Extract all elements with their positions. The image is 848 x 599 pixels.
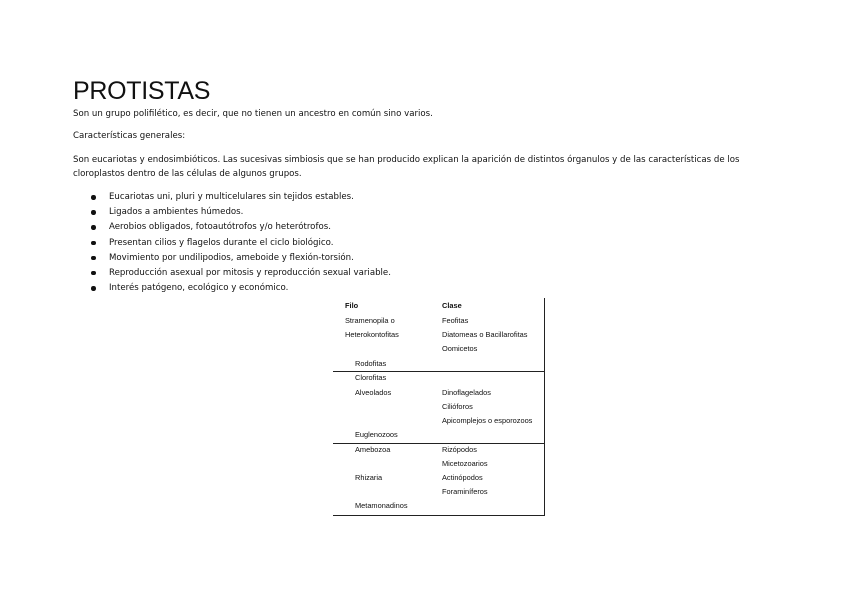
filo-cell: Stramenopila o bbox=[345, 316, 395, 325]
list-item-text: Aerobios obligados, fotoautótrofos y/o heterótrofos. bbox=[109, 222, 331, 233]
page-title: PROTISTAS bbox=[73, 77, 211, 105]
filo-cell: Rhizaria bbox=[355, 473, 383, 482]
bullet-icon bbox=[91, 271, 96, 276]
clase-cell: Oomicetos bbox=[442, 344, 478, 353]
clase-cell: Actinópodos bbox=[442, 473, 483, 482]
bullet-icon bbox=[91, 210, 96, 215]
list-item bbox=[90, 190, 391, 205]
description-paragraph: Son eucariotas y endosimbióticos. Las sucesivas simbiosis que se han producido explican la aparición de distintos órganulos y de las características de los cloroplastos dentro de las células de algunos grupos. bbox=[73, 155, 740, 179]
filo-cell: Clorofitas bbox=[355, 373, 387, 382]
table-divider bbox=[333, 443, 545, 444]
clase-cell: Micetozoarios bbox=[442, 459, 488, 468]
clase-cell: Apicomplejos o esporozoos bbox=[442, 416, 533, 425]
list-item-text: Interés patógeno, ecológico y económico. bbox=[109, 283, 289, 294]
list-item-text: Reproducción asexual por mitosis y reproducción sexual variable. bbox=[109, 267, 391, 278]
list-item-text: Presentan cilios y flagelos durante el ciclo biológico. bbox=[109, 237, 334, 248]
bullet-icon bbox=[91, 286, 96, 291]
filo-cell: Metamonadinos bbox=[355, 501, 408, 510]
bullet-icon bbox=[91, 195, 96, 200]
filo-cell: Heterokontofitas bbox=[345, 330, 399, 339]
clase-cell: Rizópodos bbox=[442, 445, 477, 454]
list-item bbox=[90, 266, 391, 281]
list-item-text: Ligados a ambientes húmedos. bbox=[109, 207, 244, 218]
list-item-text: Eucariotas uni, pluri y multicelulares sin tejidos estables. bbox=[109, 192, 354, 202]
table-divider bbox=[333, 515, 545, 516]
list-item bbox=[90, 205, 391, 220]
list-item bbox=[90, 236, 391, 251]
list-item bbox=[90, 281, 391, 296]
list-item bbox=[90, 220, 391, 235]
list-item bbox=[90, 251, 391, 266]
taxonomy-table bbox=[333, 298, 545, 516]
section-heading: Características generales: bbox=[73, 131, 186, 141]
table-border-right bbox=[544, 298, 545, 516]
clase-cell: Diatomeas o Bacillarofitas bbox=[442, 330, 528, 339]
clase-cell: Dinoflagelados bbox=[442, 388, 491, 397]
table-divider bbox=[333, 371, 545, 372]
characteristics-list bbox=[90, 190, 391, 296]
filo-cell: Alveolados bbox=[355, 388, 392, 397]
column-header-clase: Clase bbox=[442, 301, 462, 310]
clase-cell: Foraminíferos bbox=[442, 487, 488, 496]
filo-cell: Rodofitas bbox=[355, 359, 387, 368]
filo-cell: Euglenozoos bbox=[355, 430, 398, 439]
list-item-text: Movimiento por undilipodios, ameboide y flexión-torsión. bbox=[109, 252, 354, 263]
bullet-icon bbox=[91, 241, 96, 246]
bullet-icon bbox=[91, 225, 96, 230]
bullet-icon bbox=[91, 256, 96, 261]
filo-cell: Amebozoa bbox=[355, 445, 391, 454]
column-header-filo: Filo bbox=[345, 301, 359, 310]
clase-cell: Feofitas bbox=[442, 316, 469, 325]
clase-cell: Cilióforos bbox=[442, 402, 473, 411]
intro-text: Son un grupo polifilético, es decir, que no tienen un ancestro en común sino varios. bbox=[73, 109, 433, 119]
